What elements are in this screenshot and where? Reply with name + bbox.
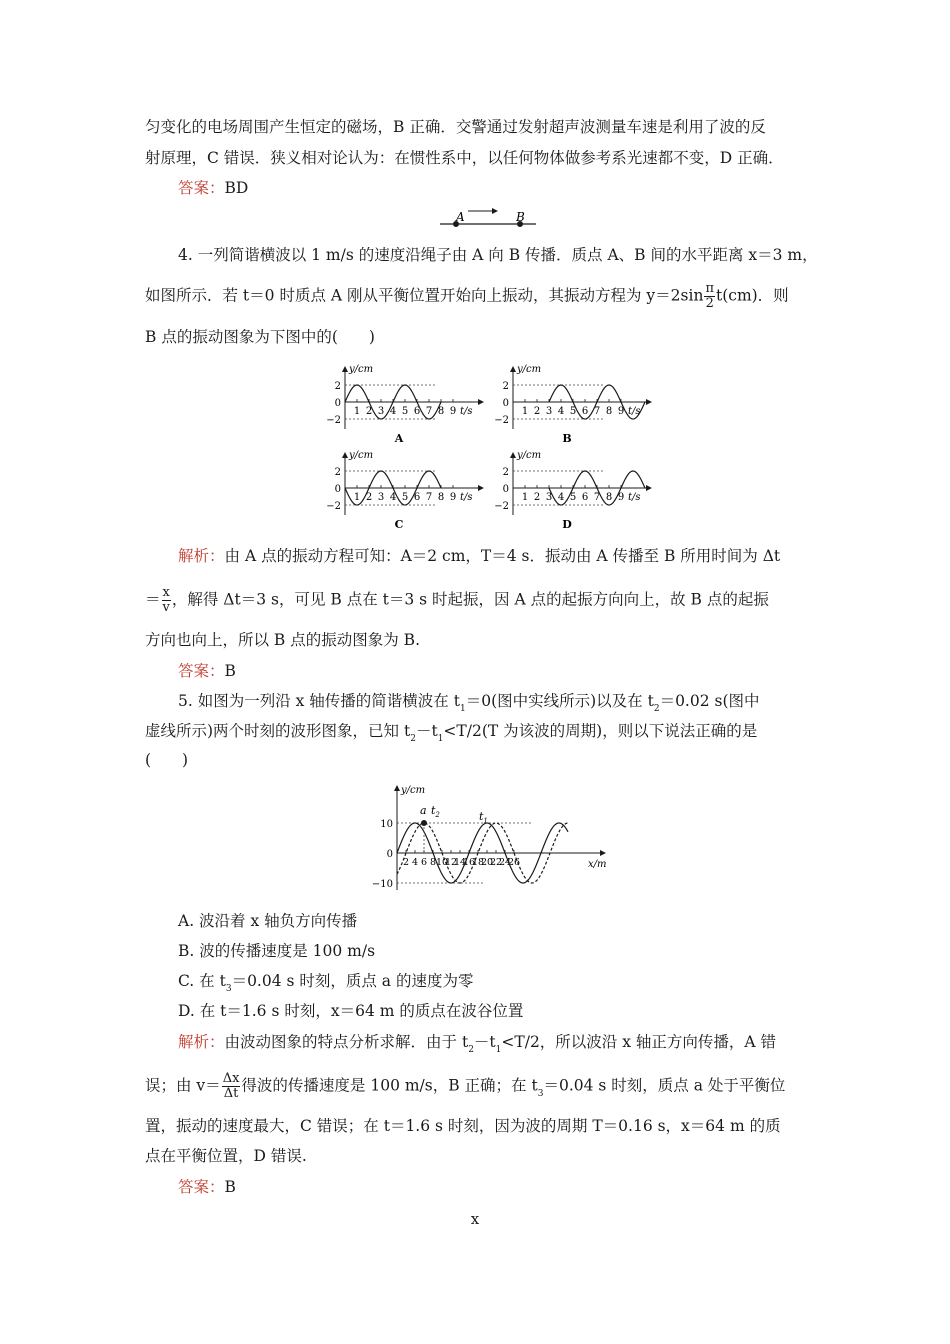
rope-diagram — [440, 205, 540, 229]
graph-letter-A: A — [394, 432, 404, 445]
q4-line-2-tail: t(cm)．则 — [715, 286, 789, 305]
x-axis-label: t/s — [460, 492, 473, 503]
x-tick-label: 7 — [593, 406, 601, 417]
rope-label-b: B — [516, 210, 525, 224]
analysis-label: 解析： — [178, 547, 225, 565]
q5-l2-b: －t — [415, 722, 438, 740]
y-axis-label: y/cm — [517, 450, 542, 461]
x-tick-label: 5 — [569, 406, 577, 417]
y-tick-label: 0 — [334, 484, 341, 495]
x-tick-label: 9 — [617, 406, 625, 417]
q5-an-frac-num: Δx — [222, 1071, 240, 1086]
x-tick-label: 4 — [557, 406, 565, 417]
y-axis-arrow — [342, 366, 348, 372]
x-tick-label: 22 — [489, 857, 503, 868]
q5-analysis-4: 点在平衡位置，D 错误. — [145, 1147, 307, 1165]
q5-l2-c: <T/2(T 为该波的周期)，则以下说法正确的是 — [443, 722, 758, 740]
x-axis-arrow — [600, 850, 606, 856]
x-tick-label: 1 — [353, 406, 361, 417]
x-axis-label: t/s — [460, 406, 473, 417]
y-tick-label: 10 — [380, 819, 393, 830]
vibration-graph-D — [494, 450, 652, 531]
graph-letter-D: D — [562, 518, 572, 531]
q4-vibration-graphs — [310, 358, 670, 536]
x-tick-label: 4 — [389, 406, 397, 417]
t1-label: $t_1$ — [479, 810, 488, 825]
rope-label-a: A — [456, 210, 465, 224]
x-tick-label: 4 — [411, 857, 419, 868]
y-axis-label: y/cm — [517, 364, 542, 375]
q5-line-3: ( ) — [145, 751, 189, 769]
point-a-label: a — [420, 804, 427, 817]
y-tick-label: 2 — [334, 467, 341, 478]
y-tick-label: −2 — [326, 415, 341, 426]
q5-option-a: A. 波沿着 x 轴负方向传播 — [178, 912, 358, 930]
intro-line-1: 匀变化的电场周围产生恒定的磁场，B 正确．交警通过发射超声波测量车速是利用了波的反 — [145, 118, 766, 136]
y-tick-label: −2 — [494, 501, 509, 512]
q5-an1-a: 由波动图象的特点分析求解．由于 t — [224, 1033, 469, 1051]
x-tick-label: 7 — [425, 406, 433, 417]
x-axis-label: t/s — [628, 492, 641, 503]
q4-line-2-text: 如图所示．若 t＝0 时质点 A 刚从平衡位置开始向上振动，其振动方程为 y＝2sin — [145, 286, 704, 305]
q4-an-frac-den: v — [162, 600, 170, 615]
vibration-graph-A — [326, 364, 484, 445]
answer-label: 答案： — [178, 1178, 225, 1196]
t2-label: $t_2$ — [431, 804, 440, 819]
y-axis-label: y/cm — [349, 450, 374, 461]
x-tick-label: 6 — [413, 492, 421, 503]
q4-frac-num: π — [705, 281, 714, 296]
y-axis-arrow — [394, 785, 400, 791]
x-axis-arrow — [646, 485, 652, 491]
q5-an2-c: ＝0.04 s 时刻，质点 a 处于平衡位 — [543, 1076, 786, 1095]
q4-fraction — [704, 282, 715, 311]
q5-l2-sub1: 2 — [410, 734, 416, 744]
x-tick-label: 5 — [569, 492, 577, 503]
y-tick-label: 0 — [502, 484, 509, 495]
q4-analysis-1-text: 由 A 点的振动方程可知：A＝2 cm，T＝4 s．振动由 A 传播至 B 所用时间为 Δt — [224, 547, 781, 565]
x-tick-label: 3 — [377, 492, 385, 503]
q5-opt-c-a: C. 在 t — [178, 972, 226, 990]
q5-l2-a: 虚线所示)两个时刻的波形图象，已知 t — [145, 722, 411, 740]
q5-opt-c-b: ＝0.04 s 时刻，质点 a 的速度为零 — [231, 972, 474, 990]
q4-line-2 — [145, 282, 789, 311]
x-tick-label: 2 — [533, 406, 541, 417]
q5-wave-graph — [352, 780, 624, 892]
q4-answer — [178, 660, 236, 682]
x-tick-label: 8 — [429, 857, 437, 868]
q5-an1-sub2: 1 — [495, 1045, 502, 1055]
t2-sub: 2 — [435, 811, 440, 819]
x-tick-label: 3 — [545, 492, 553, 503]
q4-analysis-3: 方向也向上，所以 B 点的振动图象为 B. — [145, 631, 420, 649]
answer-value: BD — [224, 179, 249, 197]
q5-an-fraction — [222, 1072, 241, 1101]
x-tick-label: 1 — [521, 406, 529, 417]
x-tick-label: 7 — [593, 492, 601, 503]
x-tick-label: 2 — [365, 406, 373, 417]
answer-label: 答案： — [178, 179, 225, 197]
y-axis-arrow — [510, 366, 516, 372]
q5-an1-sub1: 2 — [468, 1045, 474, 1055]
x-tick-label: 3 — [545, 406, 553, 417]
q5-an2-a: 误；由 v＝ — [145, 1076, 221, 1095]
q5-answer — [178, 1176, 236, 1198]
x-tick-label: 26 — [507, 857, 521, 868]
y-tick-label: 0 — [502, 398, 509, 409]
q5-l2-sub2: 1 — [437, 734, 444, 744]
q5-l1-sub1: 1 — [459, 704, 466, 714]
q4-line-3: B 点的振动图象为下图中的( ) — [145, 328, 375, 346]
x-tick-label: 5 — [401, 406, 409, 417]
q5-opt-c-sub: 3 — [225, 984, 232, 994]
analysis-label: 解析： — [178, 1033, 225, 1051]
x-tick-label: 6 — [581, 406, 589, 417]
x-tick-label: 8 — [437, 406, 445, 417]
x-tick-label: 8 — [437, 492, 445, 503]
q5-option-c — [178, 970, 473, 995]
q5-option-d: D. 在 t＝1.6 s 时刻，x＝64 m 的质点在波谷位置 — [178, 1002, 524, 1020]
x-tick-label: 6 — [413, 406, 421, 417]
q4-analysis-fraction — [162, 586, 171, 615]
x-tick-label: 12 — [444, 857, 458, 868]
q4-an-frac-num: x — [162, 585, 170, 600]
y-axis-arrow — [342, 452, 348, 458]
q5-l1-sub2: 2 — [653, 704, 660, 714]
answer-value: B — [224, 662, 236, 680]
y-axis-label: y/cm — [349, 364, 374, 375]
answer-value: B — [224, 1178, 236, 1196]
q5-l1-b: ＝0(图中实线所示)以及在 t — [465, 692, 654, 710]
x-tick-label: 4 — [389, 492, 397, 503]
x-tick-label: 1 — [353, 492, 361, 503]
x-tick-label: 8 — [605, 406, 613, 417]
q5-analysis-1 — [178, 1031, 776, 1056]
graph-letter-B: B — [562, 432, 572, 445]
x-axis-arrow — [646, 399, 652, 405]
x-tick-label: 1 — [521, 492, 529, 503]
x-tick-label: 20 — [480, 857, 494, 868]
y-tick-label: 2 — [502, 381, 509, 392]
y-tick-label: 0 — [334, 398, 341, 409]
q5-an-frac-den: Δt — [223, 1086, 239, 1101]
graph-letter-C: C — [394, 518, 404, 531]
q5-line-2 — [145, 720, 757, 745]
y-axis-label: y/cm — [401, 785, 426, 796]
x-tick-label: 9 — [449, 406, 457, 417]
q4-analysis-2-text: ，解得 Δt＝3 s，可见 B 点在 t＝3 s 时起振，因 A 点的起振方向向上，故 B 点的起振 — [171, 590, 769, 609]
page-number: x — [470, 1210, 480, 1228]
x-tick-label: 2 — [533, 492, 541, 503]
q4-analysis-1 — [178, 545, 780, 567]
x-tick-label: 6 — [420, 857, 428, 868]
y-tick-label: 2 — [502, 467, 509, 478]
x-tick-label: 4 — [557, 492, 565, 503]
q5-line-1 — [178, 690, 760, 715]
y-tick-label: −10 — [371, 879, 393, 890]
x-tick-label: 10 — [435, 857, 449, 868]
q5-an1-b: －t — [473, 1033, 496, 1051]
vibration-graph-B — [494, 364, 652, 445]
x-tick-label: 8 — [605, 492, 613, 503]
x-tick-label: 7 — [425, 492, 433, 503]
x-tick-label: 3 — [377, 406, 385, 417]
q5-l1-c: ＝0.02 s(图中 — [659, 692, 760, 710]
x-tick-label: 16 — [462, 857, 476, 868]
q5-option-b: B. 波的传播速度是 100 m/s — [178, 942, 376, 960]
x-axis-arrow — [478, 485, 484, 491]
q4-frac-den: 2 — [705, 296, 714, 311]
x-axis-arrow — [478, 399, 484, 405]
x-tick-label: 24 — [498, 857, 512, 868]
x-axis-label: t/s — [628, 406, 641, 417]
q5-an2-b: 得波的传播速度是 100 m/s，B 正确；在 t — [241, 1076, 538, 1095]
q5-analysis-2 — [145, 1072, 785, 1101]
x-tick-label: 6 — [581, 492, 589, 503]
point-a — [421, 820, 427, 826]
y-tick-label: 0 — [386, 849, 393, 860]
x-tick-label: 5 — [401, 492, 409, 503]
intro-answer — [178, 177, 248, 199]
y-tick-label: −2 — [494, 415, 509, 426]
q4-line-1: 4. 一列简谐横波以 1 m/s 的速度沿绳子由 A 向 B 传播．质点 A、B 间的水平距离 x＝3 m， — [178, 246, 818, 264]
y-tick-label: −2 — [326, 501, 341, 512]
x-tick-label: 18 — [471, 857, 485, 868]
q5-analysis-3: 置，振动的速度最大，C 错误；在 t＝1.6 s 时刻，因为波的周期 T＝0.16 s，x＝64 m 的质 — [145, 1117, 781, 1135]
intro-line-2: 射原理，C 错误．狭义相对论认为：在惯性系中，以任何物体做参考系光速都不变，D 正确． — [145, 149, 784, 167]
q4-analysis-2-eq: ＝ — [145, 590, 161, 609]
y-tick-label: 2 — [334, 381, 341, 392]
q5-l1-a: 5. 如图为一列沿 x 轴传播的简谐横波在 t — [178, 692, 460, 710]
x-tick-label: 14 — [453, 857, 467, 868]
x-axis-label: x/m — [588, 859, 607, 870]
t1-sub: 1 — [483, 817, 488, 825]
y-axis-arrow — [510, 452, 516, 458]
q4-analysis-2 — [145, 586, 769, 615]
q5-an2-sub: 3 — [537, 1088, 544, 1099]
x-tick-label: 9 — [449, 492, 457, 503]
x-tick-label: 2 — [402, 857, 410, 868]
q5-an1-c: <T/2，所以波沿 x 轴正方向传播，A 错 — [501, 1033, 777, 1051]
answer-label: 答案： — [178, 662, 225, 680]
x-tick-label: 9 — [617, 492, 625, 503]
x-tick-label: 2 — [365, 492, 373, 503]
vibration-graph-C — [326, 450, 484, 531]
